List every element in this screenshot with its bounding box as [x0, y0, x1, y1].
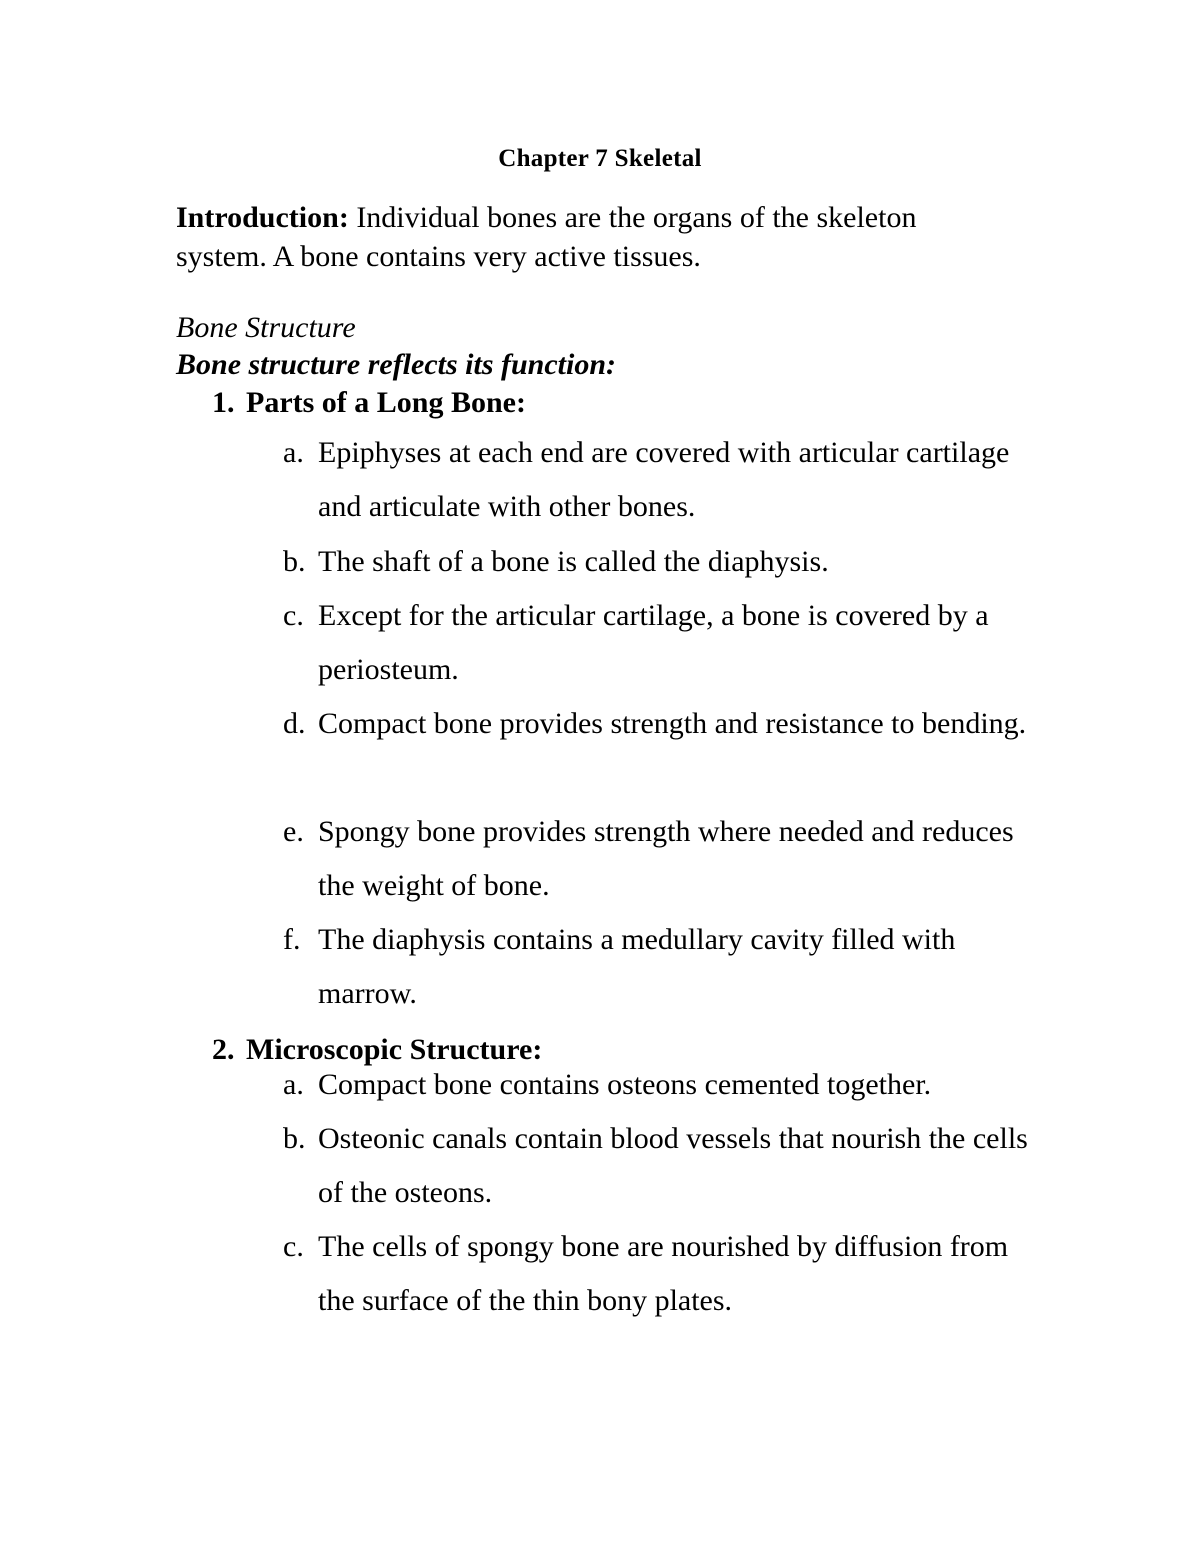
list-item-letter: c. — [283, 599, 304, 632]
list-item-letter: c. — [283, 1230, 304, 1263]
intro-paragraph — [176, 198, 996, 276]
list-item-text: Compact bone provides strength and resistance to bending. — [318, 707, 1027, 740]
section-2-number: 2. — [212, 1033, 235, 1066]
list-item — [283, 589, 1043, 697]
intro-label: Introduction: — [176, 201, 349, 234]
list-item — [283, 1058, 1043, 1112]
list-item-letter: d. — [283, 707, 306, 740]
list-item — [283, 1112, 1043, 1220]
intro-text: Individual bones are the organs of the skeleton system. A bone contains very active tissues. — [176, 201, 917, 273]
list-item-text: Epiphyses at each end are covered with articular cartilage and articulate with other bones. — [318, 436, 1010, 523]
section-1-heading — [212, 383, 526, 422]
list-item-text: Spongy bone provides strength where needed and reduces the weight of bone. — [318, 815, 1014, 902]
list-item — [283, 535, 1043, 589]
section-1-title: Parts of a Long Bone: — [246, 386, 526, 419]
page-title: Chapter 7 Skeletal — [498, 145, 702, 172]
section-heading: Bone Structure — [176, 311, 356, 344]
section-1-number: 1. — [212, 386, 235, 419]
list-item-text: The shaft of a bone is called the diaphysis. — [318, 545, 829, 578]
list-item-text: Except for the articular cartilage, a bone is covered by a periosteum. — [318, 599, 989, 686]
section-subheading: Bone structure reflects its function: — [176, 348, 617, 381]
list-item-letter: a. — [283, 1068, 304, 1101]
list-item-text: Osteonic canals contain blood vessels that nourish the cells of the osteons. — [318, 1122, 1028, 1209]
list-item-letter: f. — [283, 923, 301, 956]
list-item-letter: b. — [283, 1122, 306, 1155]
section-2-title: Microscopic Structure: — [246, 1033, 543, 1066]
list-item — [283, 1220, 1043, 1328]
list-item-text: Compact bone contains osteons cemented together. — [318, 1068, 932, 1101]
list-item-text: The diaphysis contains a medullary cavity filled with marrow. — [318, 923, 956, 1010]
list-item-letter: e. — [283, 815, 304, 848]
list-item — [283, 697, 1043, 751]
list-item — [283, 913, 1043, 1021]
list-item — [283, 426, 1043, 534]
list-item — [283, 805, 1043, 913]
list-item-letter: a. — [283, 436, 304, 469]
list-item-text: The cells of spongy bone are nourished by diffusion from the surface of the thin bony plates. — [318, 1230, 1009, 1317]
list-item-letter: b. — [283, 545, 306, 578]
